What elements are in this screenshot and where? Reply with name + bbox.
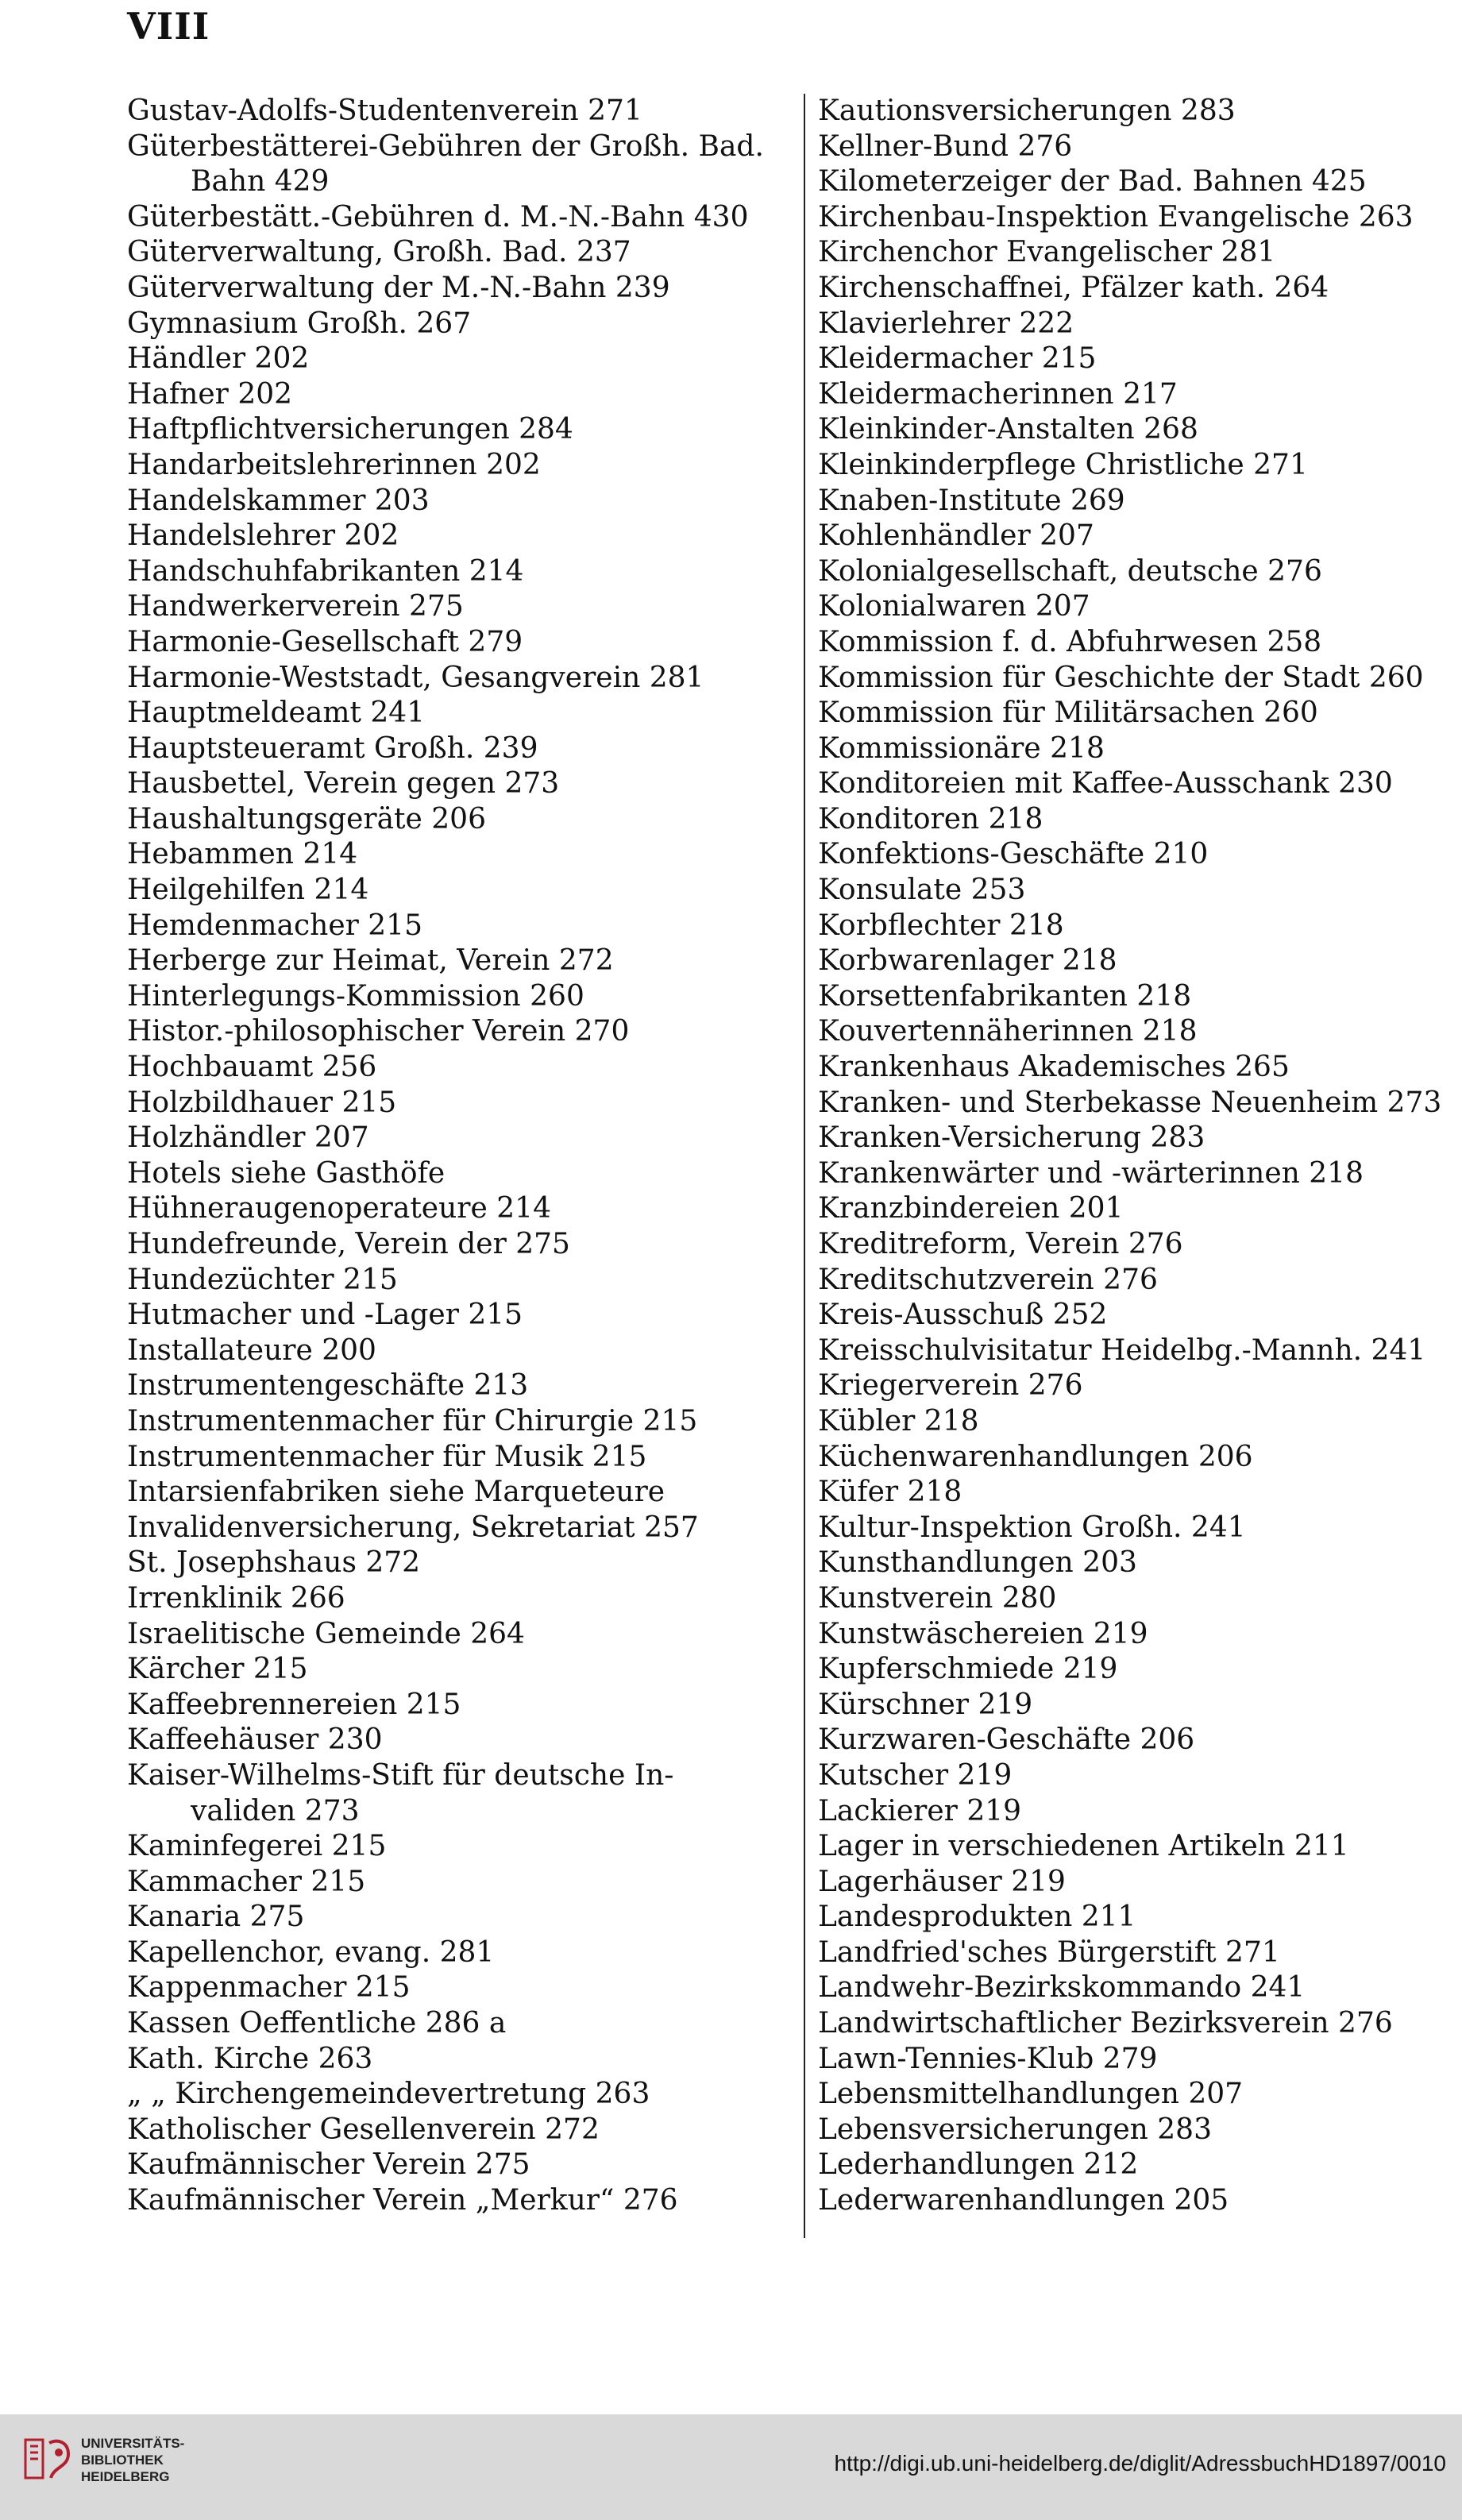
right-column-entry: Kurzwaren-Geschäfte 206 [818,1723,1195,1757]
right-column-entry: Kriegerverein 276 [818,1369,1083,1403]
left-column-entry: Invalidenversicherung, Sekretariat 257 [127,1511,699,1544]
left-column-entry: Hausbettel, Verein gegen 273 [127,767,560,801]
left-column-entry: Instrumentenmacher für Chirurgie 215 [127,1404,698,1438]
left-column-entry: Haftpflichtversicherungen 284 [127,413,573,446]
left-column-entry: Kassen Oeffentliche 286 a [127,2007,507,2040]
left-column-entry: Harmonie-Weststadt, Gesangverein 281 [127,661,704,694]
right-column-entry: Kunsthandlungen 203 [818,1546,1137,1580]
right-column-entry: Korbflechter 218 [818,909,1064,942]
right-column-entry: Landwehr-Bezirkskommando 241 [818,1971,1306,2005]
left-column-entry: Hebammen 214 [127,838,358,871]
left-column-entry: Heilgehilfen 214 [127,874,369,907]
left-column-entry: Handschuhfabrikanten 214 [127,554,524,588]
left-column-entry: Kammacher 215 [127,1865,366,1898]
left-column-entry: Hauptsteueramt Großh. 239 [127,731,538,765]
right-column-entry: Kleinkinderpflege Christliche 271 [818,448,1308,481]
column-divider [804,94,805,2238]
left-column-entry: Handarbeitslehrerinnen 202 [127,448,541,481]
right-column-entry: Kommission für Geschichte der Stadt 260 [818,661,1424,694]
right-column-entry: Kranken- und Sterbekasse Neuenheim 273 [818,1086,1442,1119]
left-column-entry: Kaffeehäuser 230 [127,1723,383,1757]
left-column-entry: Gustav-Adolfs-Studentenverein 271 [127,95,642,127]
left-column-entry: Hemdenmacher 215 [127,909,422,942]
right-column-entry: Krankenhaus Akademisches 265 [818,1051,1290,1084]
left-column-entry: Intarsienfabriken siehe Marqueteure [127,1476,665,1509]
right-column-entry: Landfried'sches Bürgerstift 271 [818,1935,1280,1969]
right-column-entry: Kouvertennäherinnen 218 [818,1015,1198,1048]
left-column-entry: Kanaria 275 [127,1901,305,1934]
left-column-entry: Hotels siehe Gasthöfe [127,1156,446,1190]
right-column-entry: Kreis-Ausschuß 252 [818,1299,1108,1332]
right-column-entry: Kunstwäschereien 219 [818,1617,1148,1650]
left-column-entry: Hühneraugenoperateure 214 [127,1192,551,1225]
right-column-entry: Lager in verschiedenen Artikeln 211 [818,1830,1349,1863]
right-column-entry: Lawn-Tennies-Klub 279 [818,2042,1158,2075]
right-column-entry: Krankenwärter und -wärterinnen 218 [818,1156,1364,1190]
right-column-entry: Lagerhäuser 219 [818,1865,1066,1898]
right-column-entry: Korbwarenlager 218 [818,944,1117,978]
left-column-entry: Herberge zur Heimat, Verein 272 [127,944,614,978]
left-column-entry: Händler 202 [127,342,310,376]
left-column-entry: Irrenklinik 266 [127,1581,345,1615]
right-column-entry: Kautionsversicherungen 283 [818,95,1236,127]
right-column-entry: Kranken-Versicherung 283 [818,1121,1205,1155]
right-column-entry: Kreisschulvisitatur Heidelbg.-Mannh. 241 [818,1333,1426,1367]
right-column-entry: Kirchenschaffnei, Pfälzer kath. 264 [818,271,1329,304]
right-column-entry: Konditoreien mit Kaffee-Ausschank 230 [818,767,1393,801]
left-column-entry: St. Josephshaus 272 [127,1546,421,1580]
right-column-entry: Kilometerzeiger der Bad. Bahnen 425 [818,165,1367,199]
right-column-entry: Kürschner 219 [818,1688,1033,1721]
right-column-entry: Küfer 218 [818,1476,962,1509]
right-column-entry: Kommission für Militärsachen 260 [818,697,1318,730]
left-column-entry: Güterverwaltung der M.-N.-Bahn 239 [127,271,670,304]
left-column-entry: Harmonie-Gesellschaft 279 [127,625,523,658]
right-column-entry: Klavierlehrer 222 [818,307,1074,340]
right-column-entry: Kommissionäre 218 [818,731,1105,765]
left-column-entry: Bahn 429 [191,165,330,199]
right-column-entry: Kohlenhändler 207 [818,519,1094,553]
left-column-entry: Güterverwaltung, Großh. Bad. 237 [127,236,631,269]
right-column-entry: Kirchenchor Evangelischer 281 [818,236,1276,269]
right-column-entry: Landesprodukten 211 [818,1901,1136,1934]
right-column-entry: Konditoren 218 [818,802,1043,835]
right-column-entry: Küchenwarenhandlungen 206 [818,1440,1253,1473]
footer-bar [0,2414,1462,2520]
university-library-logo-icon [19,2432,75,2487]
left-column-entry: Hauptmeldeamt 241 [127,697,426,730]
right-column-entry: Kommission f. d. Abfuhrwesen 258 [818,625,1322,658]
right-column-entry: Kleidermacher 215 [818,342,1097,376]
left-column-entry: „ „ Kirchengemeindevertretung 263 [127,2078,650,2111]
right-column-entry: Kranzbindereien 201 [818,1192,1124,1225]
right-column-entry: Lackierer 219 [818,1794,1022,1827]
logo-line-3: HEIDELBERG [81,2469,170,2484]
left-column-entry: Kaufmännischer Verein „Merkur“ 276 [127,2184,678,2217]
left-column-entry: Güterbestätt.-Gebühren d. M.-N.-Bahn 430 [127,200,749,233]
right-column-entry: Kellner-Bund 276 [818,129,1073,163]
left-column-entry: Handelslehrer 202 [127,519,399,553]
right-column-entry: Konfektions-Geschäfte 210 [818,838,1209,871]
left-column-entry: Güterbestätterei-Gebühren der Großh. Bad. [127,129,764,163]
left-column-entry: Holzhändler 207 [127,1121,369,1155]
left-column-entry: Hundefreunde, Verein der 275 [127,1228,570,1260]
left-column [127,94,802,2219]
right-column-entry: Lederwarenhandlungen 205 [818,2184,1229,2217]
left-column-entry: Haushaltungsgeräte 206 [127,802,486,835]
source-url-link[interactable]: http://digi.ub.uni-heidelberg.de/diglit/AdressbuchHD1897/0010 [834,2451,1446,2476]
left-column-entry: Kaufmännischer Verein 275 [127,2148,530,2182]
right-column-entry: Kolonialgesellschaft, deutsche 276 [818,554,1322,588]
left-column-entry: Instrumentenmacher für Musik 215 [127,1440,647,1473]
right-column-entry: Lederhandlungen 212 [818,2148,1139,2182]
left-column-entry: Katholischer Gesellenverein 272 [127,2113,600,2146]
library-logo-text [81,2435,184,2485]
left-column-entry: Gymnasium Großh. 267 [127,307,472,340]
right-column-entry: Kirchenbau-Inspektion Evangelische 263 [818,200,1414,233]
right-column-entry: Konsulate 253 [818,874,1026,907]
right-column-entry: Lebensversicherungen 283 [818,2113,1212,2146]
right-column-entry: Kübler 218 [818,1404,979,1438]
left-column-entry: Kärcher 215 [127,1653,308,1686]
left-column-entry: Hundezüchter 215 [127,1263,398,1296]
logo-line-2: BIBLIOTHEK [81,2452,164,2468]
left-column-entry: Kapellenchor, evang. 281 [127,1935,495,1969]
left-column-entry: Holzbildhauer 215 [127,1086,397,1119]
left-column-entry: Kappenmacher 215 [127,1971,411,2005]
left-column-entry: Handelskammer 203 [127,484,430,517]
logo-line-1: UNIVERSITÄTS- [81,2436,185,2451]
left-column-entry: Histor.-philosophischer Verein 270 [127,1015,630,1048]
left-column-entry: Hinterlegungs-Kommission 260 [127,979,584,1013]
left-column-entry: Kaminfegerei 215 [127,1830,387,1863]
left-column-entry: Kath. Kirche 263 [127,2042,373,2075]
right-column-entry: Knaben-Institute 269 [818,484,1125,517]
left-column-entry: Kaiser-Wilhelms-Stift für deutsche In- [127,1758,674,1792]
left-column-entry: Instrumentengeschäfte 213 [127,1369,529,1403]
right-column-entry: Kreditschutzverein 276 [818,1263,1158,1296]
right-column-entry: Kolonialwaren 207 [818,590,1090,623]
right-column-entry: Kunstverein 280 [818,1581,1057,1615]
left-column-entry: Installateure 200 [127,1333,376,1367]
right-column-entry: Korsettenfabrikanten 218 [818,979,1192,1013]
right-column-entry: Kleidermacherinnen 217 [818,377,1178,411]
left-column-entry: Handwerkerverein 275 [127,590,464,623]
right-column-entry: Kutscher 219 [818,1758,1013,1792]
left-column-entry: validen 273 [191,1794,360,1827]
right-column-entry: Kleinkinder-Anstalten 268 [818,413,1198,446]
right-column-entry: Kupferschmiede 219 [818,1653,1118,1686]
right-column-entry: Lebensmittelhandlungen 207 [818,2078,1244,2111]
left-column-entry: Kaffeebrennereien 215 [127,1688,461,1721]
left-column-entry: Hochbauamt 256 [127,1051,377,1084]
left-column-entry: Israelitische Gemeinde 264 [127,1617,525,1650]
right-column [818,94,1453,2219]
left-column-entry: Hafner 202 [127,377,293,411]
page-number: VIII [127,5,210,48]
right-column-entry: Kultur-Inspektion Großh. 241 [818,1511,1246,1544]
right-column-entry: Kreditreform, Verein 276 [818,1228,1183,1260]
right-column-entry: Landwirtschaftlicher Bezirksverein 276 [818,2007,1393,2040]
left-column-entry: Hutmacher und -Lager 215 [127,1299,523,1332]
